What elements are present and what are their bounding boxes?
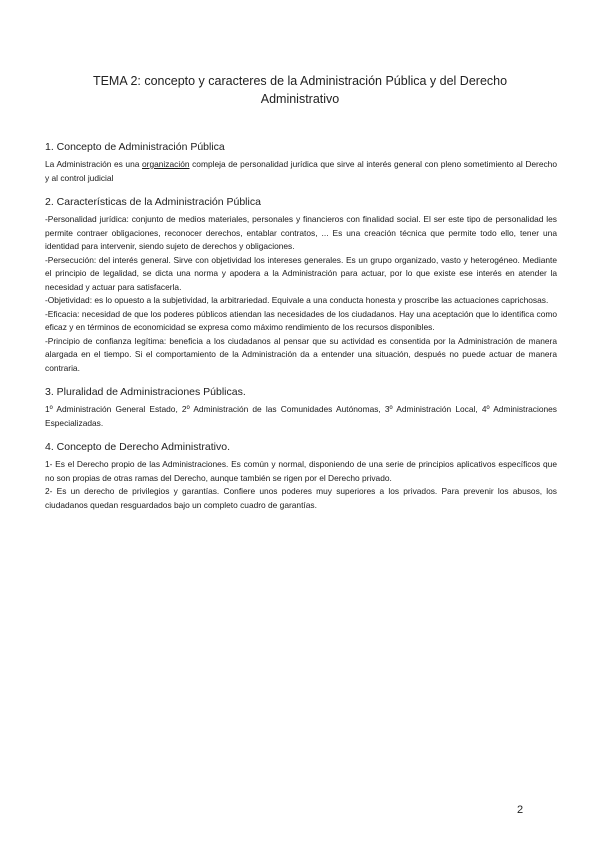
paragraph: -Personalidad jurídica: conjunto de medios materiales, personales y financieros con finalidad social. El ser este tipo de personalidad les permite contraer obligaciones, reconocer derechos, entablar contratos, ... Es una creación técnica que permite todo ello, tener una identidad para intervenir, siendo sujeto de derechos y obligaciones.: [45, 214, 557, 251]
document-body: [45, 140, 557, 522]
section-heading: 2. Características de la Administración Pública: [45, 196, 261, 208]
section-4: [45, 440, 557, 512]
paragraph: 2- Es un derecho de privilegios y garantías. Confiere unos poderes muy superiores a los privados. Para prevenir los abusos, los ciudadanos quedan resguardados bajo un completo cuadro de garantías.: [45, 486, 557, 510]
title-line-1: TEMA 2: concepto y caracteres de la Administración Pública y del Derecho: [92, 74, 508, 88]
paragraph: 1º Administración General Estado, 2º Administración de las Comunidades Autónomas, 3º Administración Local, 4º Administraciones Especializadas.: [45, 404, 557, 428]
section-1: [45, 140, 557, 185]
paragraph: -Persecución: del interés general. Sirve con objetividad los intereses generales. Es un grupo organizado, vasto y heterogéneo. Mediante el principio de legalidad, se dicta una norma y apodera a la Administración para actuar, por lo que existe ese interés en atender la necesidad y actuar para satisfacerla.: [45, 254, 557, 292]
paragraph-text: compleja de personalidad jurídica que sirve al interés general con pleno sometimiento al Derecho y al control judicial: [45, 159, 557, 183]
section-heading: 3. Pluralidad de Administraciones Públicas.: [45, 386, 246, 398]
paragraph: 1- Es el Derecho propio de las Administraciones. Es común y normal, disponiendo de una serie de principios aplicativos específicos que no son propias de otras ramas del Derecho, aunque también se rigen por el Derecho privado.: [45, 459, 557, 483]
page-title: [60, 72, 540, 108]
section-3: [45, 385, 557, 430]
paragraph: [45, 158, 557, 185]
section-heading: 4. Concepto de Derecho Administrativo.: [45, 441, 231, 453]
section-2: [45, 195, 557, 375]
section-heading: 1. Concepto de Administración Pública: [45, 141, 225, 153]
paragraph: -Objetividad: es lo opuesto a la subjetividad, la arbitrariedad. Equivale a una conducta honesta y proscribe las actuaciones caprichosas.: [45, 295, 549, 305]
paragraph: -Principio de confianza legítima: beneficia a los ciudadanos al pensar que su actividad es consentida por la Administración de manera alargada en el tiempo. Si el comportamiento de la Administración da a entender una situación, después no puede actuar de manera contraria.: [45, 335, 557, 373]
paragraph-text: La Administración es una: [45, 159, 143, 169]
underlined-term: organización: [142, 159, 190, 169]
paragraph: -Eficacia: necesidad de que los poderes públicos atiendan las necesidades de los ciudadanos. Hay una aceptación que lo identifica como eficaz y en términos de economicidad se expresa como máximo rendimiento de los recursos disponibles.: [45, 308, 557, 332]
title-line-2: Administrativo: [260, 92, 340, 106]
page-number: 2: [517, 804, 524, 816]
